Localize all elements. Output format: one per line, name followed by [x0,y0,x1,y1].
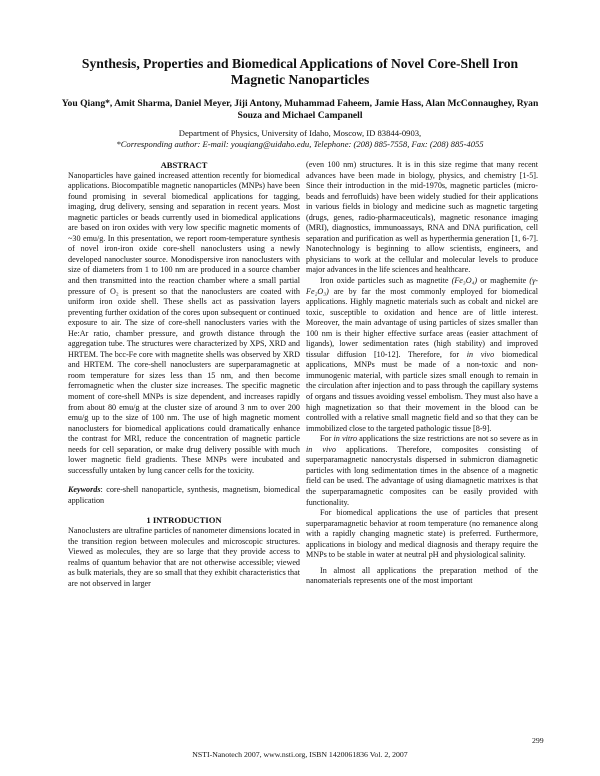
p3-in-vitro: in vitro [333,434,358,444]
p2-text-a: Iron oxide particles such as magnetite [320,276,452,286]
keywords-text: : core-shell nanoparticle, synthesis, magnetism, biomedical application [68,485,300,505]
left-column [68,160,300,589]
p3-in-vivo: in vivo [306,444,336,454]
corresponding-author: *Corresponding author: E-mail: youqiang@uidaho.edu, Telephone: (208) 885-7558, Fax: (208) 885-4055 [116,139,484,149]
introduction-paragraph: Nanoclusters are ultrafine particles of nanometer dimensions located in the transition region between molecules and microscopic structures. Viewed as molecules, they are so large that they provide access to realms of quantum behavior that are not otherwise accessible; viewed as bulk materials, they are so small that they exhibit characteristics that are not observed in larger [68,526,300,588]
introduction-heading: 1 INTRODUCTION [146,514,222,525]
right-column [306,160,538,587]
keywords-label: Keywords [68,485,101,495]
paragraph-2 [306,276,538,434]
paragraph-4: For biomedical applications the use of particles that present superparamagnetic behavior at room temperature (no remanence along with a rapidly changing magnetic state) is preferred. Furthermore, applications in biology and medical diagnosis and therapy require the MNPs to be stable in water at neutral pH and physiological salinity. [306,508,538,560]
paper-title: Synthesis, Properties and Biomedical Applications of Novel Core-Shell Iron Magnetic Nanoparticles [81,56,519,87]
paragraph-5: In almost all applications the preparation method of the nanomaterials represents one of the most important [306,565,538,586]
maghemite-formula: (γ-Fe₂O₃) [306,276,538,296]
p2-in-vivo: in vivo [466,349,495,359]
affiliation-block [60,128,540,150]
p2-text-d: biomedical applications, MNPs must be made of a non-toxic and non-immunogenic material, with particle sizes small enough to remain in the circulation after injection and to pass through the capillary systems of organs and tissues avoiding vessel embolism. They must also have a high magnetization so that their movement in the blood can be controlled with a relative small magnetic field and so that they can be immobilized close to the targeted pathologic tissue [8-9]. [306,349,538,433]
p2-text-c: are by far the most commonly employed for biomedical applications. Highly magnetic materials such as cobalt and nickel are toxic, susceptible to oxidation and hence are of little interest. Moreover, the main advantage of using particles of sizes smaller than 100 nm is their higher effective surface areas (easier attachment of ligands), lower sedimentation rates (high stability) and improved tissular diffusion [10-12]. Therefore, for [306,286,538,359]
p3-text-c: applications. Therefore, composites consisting of superparamagnetic nanocrystals dispersed in submicron diamagnetic particles with long sedimentation times in the absence of a magnetic field can be used. The advantage of using diamagnetic matrixes is that the superparamagnetic composites can be easily provided with functionality. [306,444,538,507]
p3-text-a: For [320,434,334,444]
affiliation: Department of Physics, University of Idaho, Moscow, ID 83844-0903, [178,128,422,138]
paragraph-3 [306,434,538,508]
p3-text-b: applications the size restrictions are not so severe as in [357,434,538,444]
author-list: You Qiang*, Amit Sharma, Daniel Meyer, Jiji Antony, Muhammad Faheem, Jamie Hass, Alan McConnaughey, Ryan Souza and Michael Campanell [61,98,539,121]
p2-text-b: or maghemite [477,276,530,286]
page-footer: NSTI-Nanotech 2007, www.nsti.org, ISBN 1420061836 Vol. 2, 2007 [192,750,408,759]
keywords [68,485,300,506]
abstract-text: Nanoparticles have gained increased attention recently for biomedical applications. Biocompatible magnetic nanoparticles (MNPs) have been found promising in several biomedical applications for tagging, imaging, drug delivery, sensing and separation in recent years. Most magnetic particles or beads currently used in biomedical applications are based on iron oxides with very low specific magnetic moments of ~30 emu/g. In this presentation, we report room-temperature synthesis of novel iron-iron oxide core-shell nanoclusters using a newly developed nanocluster source. Monodispersive iron nanoclusters with size of diameters from 1 to 100 nm are produced in a source chamber and then transmitted into the reaction chamber where a small partial pressure of O₂ is present so that the nanoclusters are coated with uniform iron oxide shell. These shells act as passivation layers preventing further oxidation of the cores upon subsequent or continued exposure to air. The size of core-shell nanoclusters varies with the He:Ar ratio, chamber pressure, and growth distance through the aggregation tube. The structures were characterized by XPS, XRD and HRTEM. The bcc-Fe core with magnetite shells was observed by XRD and HRTEM. The core-shell nanoclusters are superparamagnetic at room temperature for sizes less than 15 nm, and then become ferromagnetic when the cluster size increases. The specific magnetic moment of core-shell MNPs is size dependent, and increases rapidly from about 80 emu/g at the cluster size of around 3 nm to over 200 emu/g up to the size of 100 nm. The use of high magnetic moment nanoclusters for biomedical applications could dramatically enhance the contrast for MRI, reduce the concentration of magnetic particle needs for cell separation, or make drug delivery possible with much lower magnetic field gradients. These MNPs were incubated and successfully untaken by lung cancer cells for the toxicity. [68,170,300,475]
paragraph-1: (even 100 nm) structures. It is in this size regime that many recent advances have been made in biology, physics, and chemistry [1-5]. Since their introduction in the mid-1970s, magnetic particles (micro-beads and ferrofluids) have been widely studied for their applications in various fields in biology and medicine such as magnetic targeting (drugs, genes, radio-pharmaceuticals), magnetic resonance imaging (MRI), diagnostics, immunoassays, RNA and DNA purification, cell separation and purification as well as hyperthermia generation [1, 6-7]. Nanotechnology is beginning to allow scientists, engineers, and physicians to work at the cellular and molecular levels to produce major advances in the life sciences and healthcare. [306,160,538,275]
abstract-heading: ABSTRACT [160,160,208,170]
magnetite-formula: (Fe₃O₄) [451,276,478,286]
page-number: 299 [532,736,544,745]
